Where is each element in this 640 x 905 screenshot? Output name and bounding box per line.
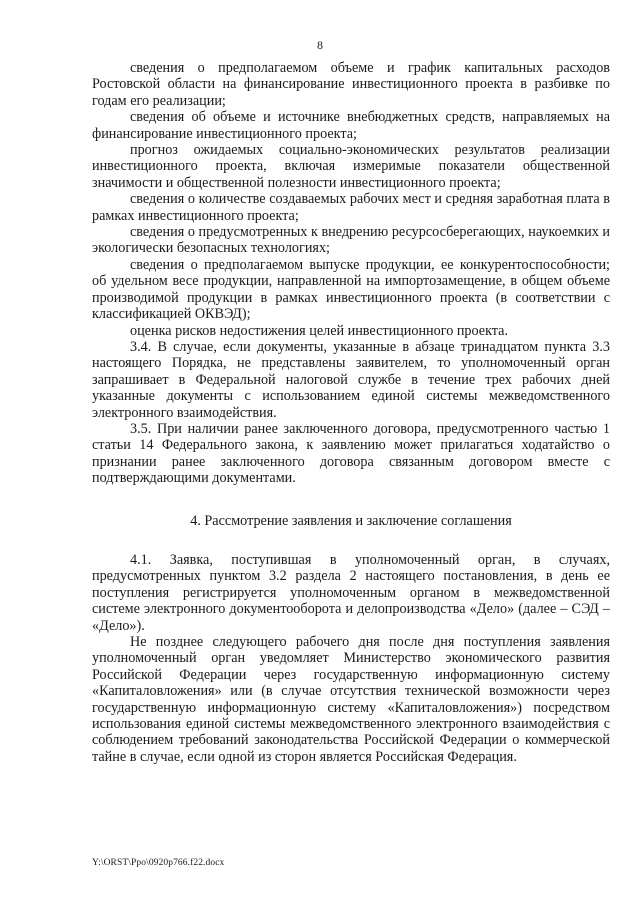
list-item: сведения о количестве создаваемых рабочих мест и средняя заработная плата в рамках инвестиционного проекта;	[92, 191, 610, 224]
paragraph: Не позднее следующего рабочего дня после дня поступления заявления уполномоченный орган уведомляет Министерство экономического развития Российской Федерации через государственную информационную систему «Капиталовложения» или (в случае отсутствия технической возможности через государственную информационную систему «Капиталовложения») посредством использования единой системы межведомственного электронного взаимодействия с соблюдением требований законодательства Российской Федерации о коммерческой тайне в случае, если одной из сторон является Российская Федерация.	[92, 634, 610, 765]
clause-4-1: 4.1. Заявка, поступившая в уполномоченный орган, в случаях, предусмотренных пунктом 3.2 раздела 2 настоящего постановления, в день ее поступления регистрируется уполномоченным органом в межведомственной системе электронного документооборота и делопроизводства «Дело» (далее – СЭД – «Дело»).	[92, 551, 610, 634]
list-item: оценка рисков недостижения целей инвестиционного проекта.	[130, 322, 509, 339]
page-number: 8	[317, 38, 323, 52]
file-path-footer: Y:\ORST\Ppo\0920p766.f22.docx	[92, 858, 225, 868]
list-item: сведения о предусмотренных к внедрению ресурсосберегающих, наукоемких и экологически безопасных технологиях;	[92, 224, 610, 257]
list-item: сведения о предполагаемом объеме и график капитальных расходов Ростовской области на финансирование инвестиционного проекта в разбивке по годам его реализации;	[92, 60, 610, 109]
list-item: прогноз ожидаемых социально-экономических результатов реализации инвестиционного проекта, включая измеримые показатели общественной значимости и общественной полезности инвестиционного проекта;	[92, 142, 610, 191]
list-item: сведения об объеме и источнике внебюджетных средств, направляемых на финансирование инвестиционного проекта;	[92, 109, 610, 142]
list-item: сведения о предполагаемом выпуске продукции, ее конкурентоспособности; об удельном весе продукции, направленной на импортозамещение, в общем объеме производимой продукции в рамках инвестиционного проекта (в соответствии с классификацией ОКВЭД);	[92, 256, 610, 323]
section-heading: 4. Рассмотрение заявления и заключение соглашения	[190, 512, 512, 529]
clause-3-5: 3.5. При наличии ранее заключенного договора, предусмотренного частью 1 статьи 14 Федерального закона, к заявлению может прилагаться ходатайство о признании ранее заключенного договора связанным договором вместе с подтверждающими документами.	[92, 420, 610, 487]
clause-3-4: 3.4. В случае, если документы, указанные в абзаце тринадцатом пункта 3.3 настоящего Порядка, не представлены заявителем, то уполномоченный орган запрашивает в Федеральной налоговой службе в течение трех рабочих дней указанные документы с использованием единой системы межведомственного электронного взаимодействия.	[92, 338, 610, 421]
document-body	[92, 60, 610, 765]
